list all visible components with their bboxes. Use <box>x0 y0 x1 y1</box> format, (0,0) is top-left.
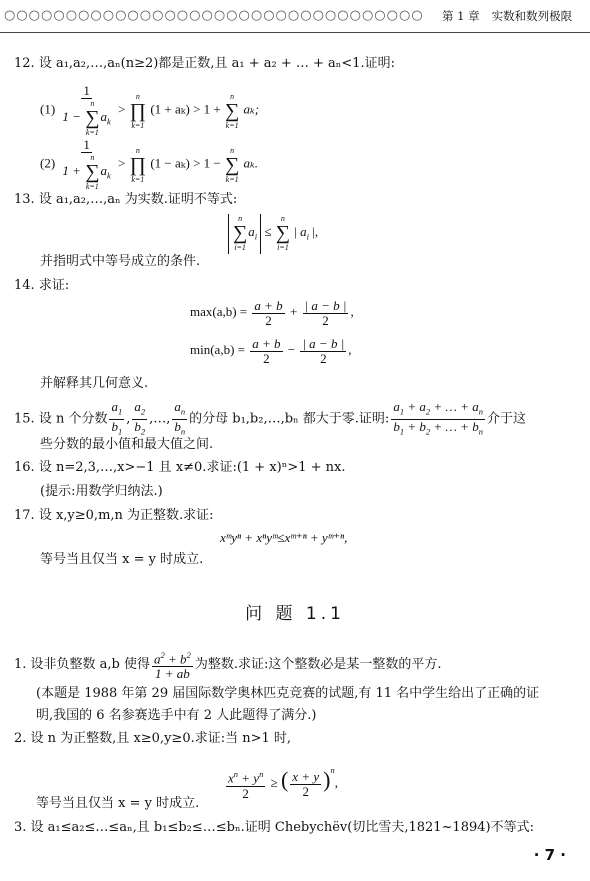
problem-15-cont: 些分数的最小值和最大值之间. <box>40 437 214 452</box>
question-1-note-line-2: 明,我国的 6 名参赛选手中有 2 人此题得了满分.) <box>36 708 317 723</box>
chapter-title: 实数和数列极限 <box>491 9 573 23</box>
problem-14-note: 并解释其几何意义. <box>40 376 149 391</box>
problem-13-inequality: n ∑ i=1 $a_i$ ≤ n ∑ i=1 | $a_i$ |, <box>228 214 318 254</box>
problem-16: 16. 设 n=2,3,…,x>−1 且 x≠0.求证:(1 + x)ⁿ>1 + nx. <box>14 460 346 475</box>
problem-16-hint: (提示:用数学归纳法.) <box>40 484 163 499</box>
problem-14-min: min(a,b) = $\frac{a + b}{2}$ − $\frac{| a - b |}{2}$ , <box>190 335 352 366</box>
problem-17-inequality: xᵐyⁿ + xⁿyᵐ≤xᵐ⁺ⁿ + yᵐ⁺ⁿ, <box>220 530 348 545</box>
section-title: 问 题 1.1 <box>245 604 345 624</box>
chapter-number: 第 1 章 <box>442 9 480 23</box>
question-2-inequality: $\frac{x^n + y^n}{2}$ ≥ ( $\frac{x + y}{2}$ )$^n$, <box>228 765 338 801</box>
problem-12-part-2: (2) 1 1 + n ∑ k=1 $a_k$ > n ∏ k=1 (1 − aₖ) > 1 − n ∑ k=1 aₖ. <box>40 137 258 191</box>
running-header <box>0 6 590 28</box>
chapter-label <box>442 8 572 24</box>
problem-13-text: 设 a₁,a₂,…,aₙ 为实数.证明不等式: <box>38 192 238 207</box>
question-3: 3. 设 a₁≤a₂≤…≤aₙ,且 b₁≤b₂≤…≤bₙ.证明 Chebychëv(切比雪夫,1821~1894)不等式: <box>14 820 534 835</box>
question-1-note-line-1: (本题是 1988 年第 29 届国际数学奥林匹克竞赛的试题,有 11 名中学生给出了正确的证 <box>36 686 540 701</box>
problem-13-condition: 并指明式中等号成立的条件. <box>40 254 201 269</box>
header-rule <box>0 32 590 33</box>
question-1: 1. 设非负整数 a,b 使得 $\frac{a^2 + b^2}{1 + ab}$ 为整数.求证:这个整数必是某一整数的平方. <box>14 650 442 682</box>
header-circle-ornament: ○○○○○○○○○○○○○○○○○○○○○○○○○○○○○○○○○○ <box>4 8 424 23</box>
question-2-condition: 等号当且仅当 x = y 时成立. <box>36 796 200 811</box>
problem-14: 14. 求证: <box>14 278 70 293</box>
page-number: · 7 · <box>533 846 566 864</box>
problem-17: 17. 设 x,y≥0,m,n 为正整数.求证: <box>14 508 214 523</box>
question-2: 2. 设 n 为正整数,且 x≥0,y≥0.求证:当 n>1 时, <box>14 731 292 746</box>
problem-17-condition: 等号当且仅当 x = y 时成立. <box>40 552 204 567</box>
problem-12-part-1: (1) 1 1 − n ∑ k=1 $a_k$ > n ∏ k=1 (1 + aₖ) > 1 + n ∑ k=1 aₖ; <box>40 83 260 137</box>
problem-12-text: 设 a₁,a₂,…,aₙ(n≥2)都是正数,且 a₁ + a₂ + … + aₙ<1.证明: <box>38 56 396 71</box>
problem-12: 12. 设 a₁,a₂,…,aₙ(n≥2)都是正数,且 a₁ + a₂ + … + aₙ<1.证明: <box>14 56 396 71</box>
problem-15: 15. 设 n 个分数 $\frac{a_1}{b_1}$ , $\frac{a_2}{b_2}$ ,…, $\frac{a_n}{b_n}$ 的分母 b₁,b₂,…,bₙ 都大于零.证明: $\frac{a_1 + a_2 + \dots + a_n}{b_1 + b_2 + \dots + b_n}$ 介于这 <box>14 399 526 437</box>
problem-14-max: max(a,b) = $\frac{a + b}{2}$ + $\frac{| a - b |}{2}$ , <box>190 297 354 328</box>
problem-13: 13. 设 a₁,a₂,…,aₙ 为实数.证明不等式: <box>14 192 238 207</box>
